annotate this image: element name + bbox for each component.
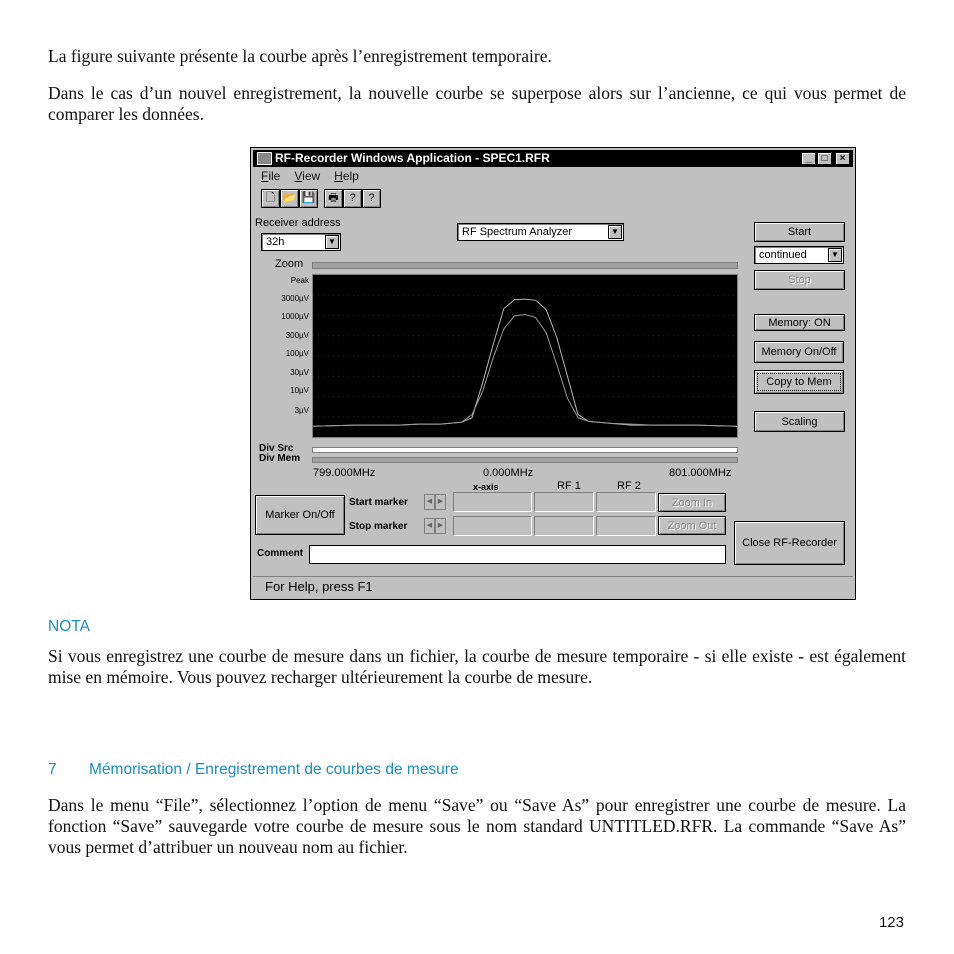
new-file-icon[interactable]: 🗋 bbox=[261, 189, 280, 208]
section-number: 7 bbox=[48, 761, 57, 778]
memory-toggle-button[interactable]: Memory On/Off bbox=[754, 341, 844, 363]
comment-label: Comment bbox=[257, 548, 304, 559]
intro-paragraph: La figure suivante présente la courbe après l’enregistrement temporaire. bbox=[48, 46, 552, 66]
stop-marker-xaxis-field bbox=[453, 516, 532, 536]
div-src-bar bbox=[312, 447, 738, 453]
stop-button[interactable]: Stop bbox=[754, 270, 845, 290]
title-bar bbox=[253, 150, 853, 167]
zoom-scrollbar[interactable] bbox=[312, 262, 738, 269]
y-tick-label: 1000µV bbox=[281, 312, 309, 321]
xaxis-column-label: x-axis bbox=[473, 482, 499, 492]
arrow-left-icon[interactable]: ◀ bbox=[424, 494, 435, 510]
start-marker-xaxis-field bbox=[453, 492, 532, 512]
open-folder-icon[interactable]: 📂 bbox=[280, 189, 299, 208]
overlay-paragraph: Dans le cas d’un nouvel enregistrement, la nouvelle courbe se superpose alors sur l’ancienne, ce qui vous permet de comparer les données. bbox=[48, 83, 906, 124]
memory-trace-line bbox=[313, 315, 737, 427]
zoom-in-button[interactable]: Zoom In bbox=[658, 493, 726, 512]
chevron-down-icon: ▼ bbox=[828, 248, 842, 262]
freq-right-label: 801.000MHz bbox=[669, 467, 732, 479]
y-tick-label: 30µV bbox=[290, 368, 309, 377]
stop-marker-rf2-field bbox=[596, 516, 656, 536]
run-mode-select[interactable]: continued ▼ bbox=[754, 246, 844, 264]
menu-help[interactable]: Help bbox=[334, 169, 359, 183]
start-marker-rf1-field bbox=[534, 492, 594, 512]
start-marker-stepper[interactable] bbox=[424, 494, 446, 510]
div-mem-bar bbox=[312, 457, 738, 463]
page-number: 123 bbox=[878, 914, 904, 931]
arrow-right-icon[interactable]: ▶ bbox=[435, 494, 446, 510]
mode-select[interactable]: RF Spectrum Analyzer ▼ bbox=[457, 223, 624, 241]
chevron-down-icon: ▼ bbox=[325, 235, 339, 249]
marker-toggle-button[interactable]: Marker On/Off bbox=[255, 495, 345, 535]
menu-bar bbox=[253, 168, 359, 185]
zoom-label: Zoom bbox=[275, 258, 304, 270]
arrow-right-icon[interactable]: ▶ bbox=[435, 518, 446, 534]
div-src-label: Div Src bbox=[259, 443, 294, 454]
toolbar bbox=[261, 189, 381, 208]
memory-status-display: Memory: ON bbox=[754, 314, 845, 331]
stop-marker-rf1-field bbox=[534, 516, 594, 536]
help-icon[interactable]: ? bbox=[343, 189, 362, 208]
zoom-out-button[interactable]: Zoom Out bbox=[658, 516, 726, 535]
save-disk-icon[interactable]: 💾 bbox=[299, 189, 318, 208]
y-tick-label: 100µV bbox=[285, 349, 309, 358]
close-recorder-button[interactable]: Close RF-Recorder bbox=[734, 521, 845, 565]
save-paragraph: Dans le menu “File”, sélectionnez l’option de menu “Save” ou “Save As” pour enregistrer une courbe de mesure. La fonction “Save” sauvegarde votre courbe de mesure sous le nom standard UNTITLED.RFR. La commande “Save As” vous permet d’attribuer un nouveau nom au fichier. bbox=[48, 795, 906, 857]
menu-file[interactable]: File bbox=[261, 169, 281, 183]
section-title: Mémorisation / Enregistrement de courbes de mesure bbox=[89, 761, 459, 778]
start-marker-rf2-field bbox=[596, 492, 656, 512]
freq-center-label: 0.000MHz bbox=[483, 467, 534, 479]
scaling-button[interactable]: Scaling bbox=[754, 411, 845, 432]
copy-to-mem-button[interactable]: Copy to Mem bbox=[754, 370, 844, 394]
y-tick-label: 10µV bbox=[290, 386, 309, 395]
freq-left-label: 799.000MHz bbox=[313, 467, 376, 479]
status-bar: For Help, press F1 bbox=[253, 576, 853, 596]
start-marker-label: Start marker bbox=[349, 497, 408, 508]
app-window bbox=[250, 147, 856, 600]
comment-input[interactable] bbox=[309, 545, 726, 564]
chevron-down-icon: ▼ bbox=[608, 225, 622, 239]
context-help-icon[interactable]: ? bbox=[362, 189, 381, 208]
y-tick-label: 3000µV bbox=[281, 294, 309, 303]
arrow-left-icon[interactable]: ◀ bbox=[424, 518, 435, 534]
window-title: RF-Recorder Windows Application - SPEC1.RFR bbox=[275, 151, 550, 165]
y-tick-label: 3µV bbox=[294, 406, 309, 415]
close-window-button[interactable]: × bbox=[835, 152, 850, 165]
receiver-address-label: Receiver address bbox=[255, 217, 341, 229]
receiver-address-select[interactable]: 32h ▼ bbox=[261, 233, 341, 251]
y-tick-label: Peak bbox=[290, 276, 309, 285]
current-trace-line bbox=[313, 299, 737, 426]
y-tick-label: 300µV bbox=[285, 331, 309, 340]
menu-view[interactable]: View bbox=[294, 169, 321, 183]
maximize-button[interactable]: □ bbox=[817, 152, 832, 165]
nota-paragraph: Si vous enregistrez une courbe de mesure dans un fichier, la courbe de mesure temporaire - si elle existe - est également mise en mémoire. Vous pouvez recharger ultérieurement la courbe de mesure. bbox=[48, 646, 906, 687]
nota-heading: NOTA bbox=[48, 618, 90, 635]
spectrum-chart bbox=[313, 275, 737, 437]
stop-marker-label: Stop marker bbox=[349, 521, 408, 532]
rf2-column-label: RF 2 bbox=[617, 480, 641, 492]
rf1-column-label: RF 1 bbox=[557, 480, 581, 492]
start-button[interactable]: Start bbox=[754, 222, 845, 242]
print-icon[interactable]: 🖶 bbox=[324, 189, 343, 208]
minimize-button[interactable]: _ bbox=[801, 152, 816, 165]
app-icon bbox=[257, 152, 272, 165]
div-mem-label: Div Mem bbox=[259, 453, 301, 464]
stop-marker-stepper[interactable] bbox=[424, 518, 446, 534]
spectrum-plot[interactable] bbox=[312, 274, 738, 438]
